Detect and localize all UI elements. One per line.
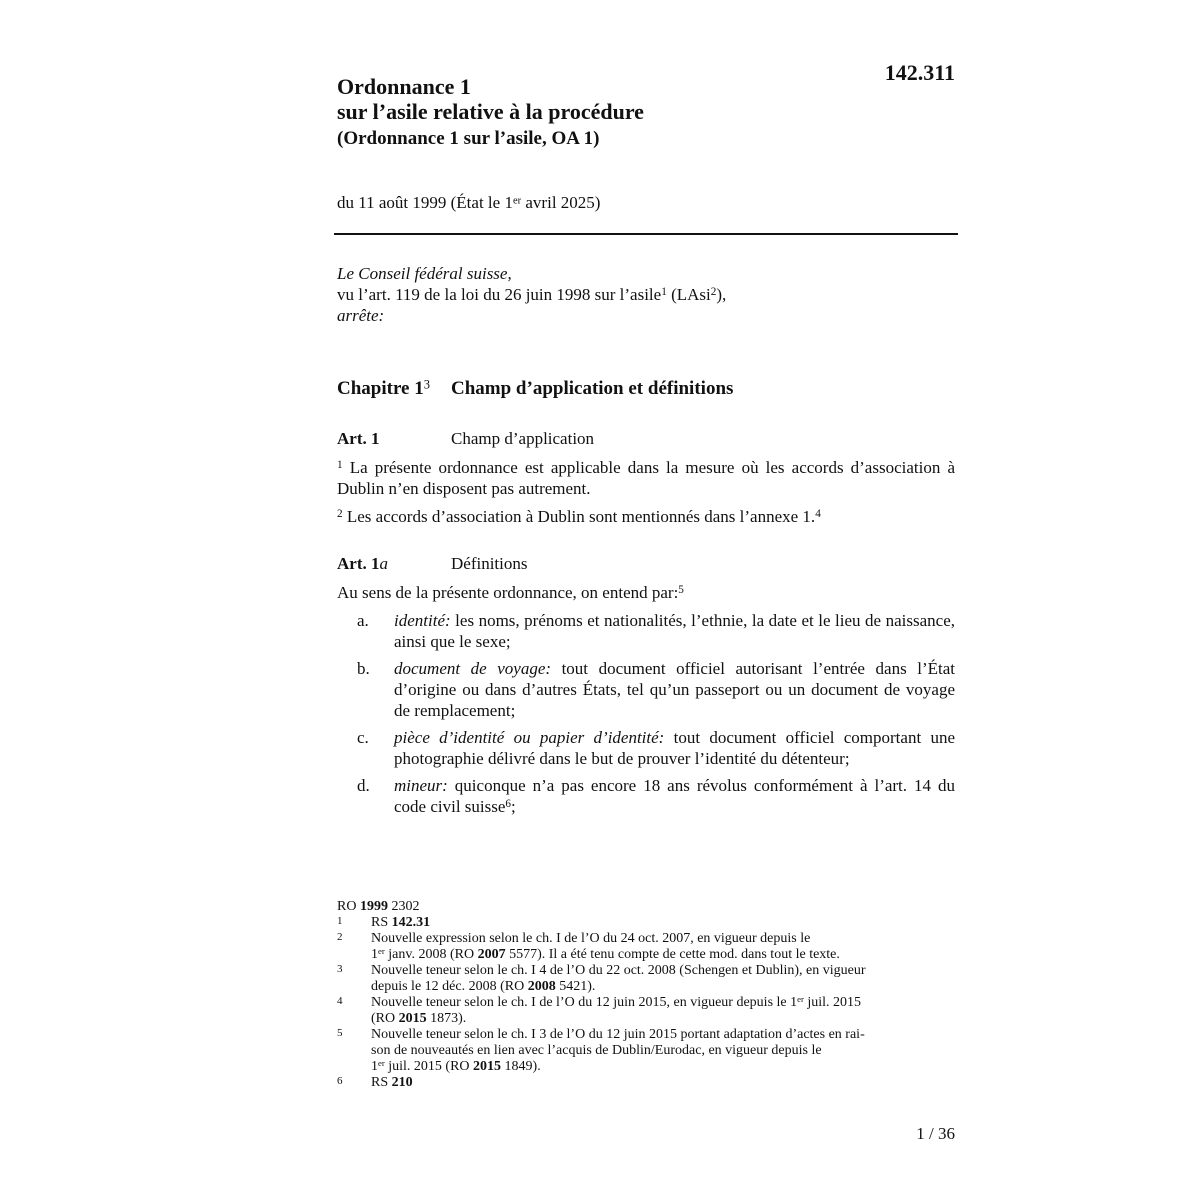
footnote-text: 1873). — [426, 1011, 467, 1026]
list-content — [394, 658, 955, 721]
footnotes — [337, 899, 947, 1091]
list-content — [394, 727, 955, 769]
footnote-line: Nouvelle teneur selon le ch. I 4 de l’O du 22 oct. 2008 (Schengen et Dublin), en vigueur — [371, 963, 866, 978]
footnote-text: depuis le 12 déc. 2008 (RO — [371, 979, 528, 994]
article-title: Champ d’application — [451, 429, 595, 448]
footnote-4 — [337, 995, 947, 1027]
footnote-line: son de nouveautés en lien avec l’acquis de Dublin/Eurodac, en vigueur depuis le — [371, 1043, 822, 1058]
basis-mid: (LAsi — [666, 285, 711, 304]
article-1-heading — [337, 429, 595, 449]
header-divider — [334, 233, 958, 235]
list-letter: b. — [357, 659, 370, 678]
footnote-bold: 142.31 — [391, 915, 431, 930]
list-text: tout document officiel autorisant l’entrée dans l’État d’origine ou dans d’autres États, tel qu’un passeport ou un document de voyage de remplacement; — [394, 659, 955, 720]
title-line-1: Ordonnance 1 — [337, 74, 471, 99]
footnote-ref-5[interactable]: 5 — [678, 583, 684, 596]
footnote-5 — [337, 1027, 947, 1075]
footnote-bold: 2008 — [527, 979, 556, 994]
footnote-line — [371, 947, 947, 963]
article-1-paragraph-2 — [337, 506, 955, 527]
footnote-ref-3[interactable]: 3 — [423, 377, 430, 392]
footnote-text: 1 — [371, 1059, 378, 1074]
list-term: mineur: — [394, 776, 448, 795]
list-text: quiconque n’a pas encore 18 ans révolus conformément à l’art. 14 du code civil suisse — [394, 776, 955, 816]
footnote-1 — [337, 915, 947, 931]
list-letter: a. — [357, 611, 369, 630]
footnote-number: 6 — [337, 1075, 343, 1087]
article-number: Art. 1 — [337, 554, 380, 573]
paragraph-text: La présente ordonnance est applicable dans la mesure où les accords d’association à Dublin n’en disposent pas autrement. — [337, 458, 955, 498]
list-content — [394, 775, 955, 817]
article-title: Définitions — [451, 554, 528, 573]
paragraph-number: 2 — [337, 507, 343, 520]
ro-page: 2302 — [387, 899, 420, 914]
footnote-text: (RO — [371, 1011, 399, 1026]
ro-prefix: RO — [337, 899, 360, 914]
list-text: tout document officiel comportant une photographie délivré dans le but de prouver l’identité du détenteur; — [394, 728, 955, 768]
preamble — [337, 263, 957, 326]
footnote-bold: 2015 — [398, 1011, 427, 1026]
footnote-3 — [337, 963, 947, 995]
footnote-text: 5577). Il a été tenu compte de cette mod. dans tout le texte. — [505, 947, 840, 962]
list-term: document de voyage: — [394, 659, 552, 678]
footnote-line — [371, 1059, 947, 1075]
chapter-title: Champ d’application et définitions — [451, 378, 734, 399]
footnote-6 — [337, 1075, 947, 1091]
footnote-number: 3 — [337, 963, 343, 975]
intro-text: Au sens de la présente ordonnance, on entend par: — [337, 583, 679, 602]
footnote-text: 1 — [371, 947, 378, 962]
footnote-line — [371, 1011, 947, 1027]
footnote-text: juil. 2015 — [803, 995, 862, 1010]
footnote-2 — [337, 931, 947, 963]
footnote-sup: er — [378, 1058, 385, 1069]
page-number: 1 / 36 — [916, 1124, 955, 1143]
footnote-text: RS — [371, 915, 392, 930]
footnote-bold: 2007 — [477, 947, 506, 962]
footnote-ref-6[interactable]: 6 — [505, 797, 512, 810]
preamble-authority: Le Conseil fédéral suisse, — [337, 264, 512, 283]
basis-text: vu l’art. 119 de la loi du 26 juin 1998 sur l’asile — [337, 285, 662, 304]
footnote-number: 2 — [337, 931, 343, 943]
list-term: pièce d’identité ou papier d’identité: — [394, 728, 665, 747]
footnote-ref-2[interactable]: 2 — [710, 285, 717, 298]
basis-end: ), — [716, 285, 727, 304]
footnote-text: janv. 2008 (RO — [384, 947, 478, 962]
title-line-2: sur l’asile relative à la procédure — [337, 99, 644, 124]
footnote-text: RS — [371, 1075, 392, 1090]
date-line — [337, 193, 600, 213]
footnote-number: 5 — [337, 1027, 343, 1039]
ro-year: 1999 — [359, 899, 388, 914]
document-subtitle: (Ordonnance 1 sur l’asile, OA 1) — [337, 128, 600, 149]
preamble-basis — [337, 284, 957, 305]
article-1-paragraph-1 — [337, 457, 955, 499]
footnote-bold: 210 — [391, 1075, 413, 1090]
list-content — [394, 610, 955, 652]
footnote-text: 1849). — [501, 1059, 541, 1074]
date-superscript: er — [512, 195, 522, 207]
list-end: ; — [511, 797, 516, 816]
footnote-number: 4 — [337, 995, 343, 1007]
footnote-number: 1 — [337, 915, 343, 927]
chapter-heading — [337, 377, 734, 400]
footnote-line: Nouvelle teneur selon le ch. I 3 de l’O du 12 juin 2015 portant adaptation d’actes en rai- — [371, 1027, 865, 1042]
footnote-line: Nouvelle expression selon le ch. I de l’O du 24 oct. 2007, en vigueur depuis le — [371, 931, 811, 946]
preamble-decree: arrête: — [337, 306, 385, 325]
sr-number: 142.311 — [884, 60, 955, 85]
paragraph-number: 1 — [337, 458, 343, 471]
footnote-sup: er — [378, 946, 385, 957]
footnote-bold: 2015 — [473, 1059, 502, 1074]
list-letter: c. — [357, 728, 369, 747]
paragraph-text: Les accords d’association à Dublin sont mentionnés dans l’annexe 1. — [342, 507, 816, 526]
footnote-line — [371, 979, 947, 995]
document-title — [337, 74, 837, 124]
footnote-sup: er — [797, 994, 804, 1005]
footnote-text: 5421). — [555, 979, 596, 994]
list-term: identité: — [394, 611, 451, 630]
ro-reference — [337, 899, 947, 915]
footnote-line — [371, 995, 947, 1011]
date-prefix: du 11 août 1999 (État le 1 — [337, 193, 513, 212]
footnote-ref-1[interactable]: 1 — [661, 285, 667, 298]
list-text: les noms, prénoms et nationalités, l’ethnie, la date et le lieu de naissance, ainsi que le sexe; — [394, 611, 955, 651]
list-letter: d. — [357, 776, 370, 795]
article-number: Art. 1 — [337, 429, 380, 448]
article-1a-intro — [337, 582, 955, 603]
article-number-suffix: a — [379, 554, 388, 573]
footnote-text: Nouvelle teneur selon le ch. I de l’O du 12 juin 2015, en vigueur depuis le 1 — [371, 995, 798, 1010]
chapter-number: Chapitre 1 — [337, 378, 424, 399]
article-1a-heading — [337, 554, 528, 574]
date-suffix: avril 2025) — [521, 193, 601, 212]
footnote-text: juil. 2015 (RO — [384, 1059, 474, 1074]
footnote-ref-4[interactable]: 4 — [815, 507, 821, 520]
